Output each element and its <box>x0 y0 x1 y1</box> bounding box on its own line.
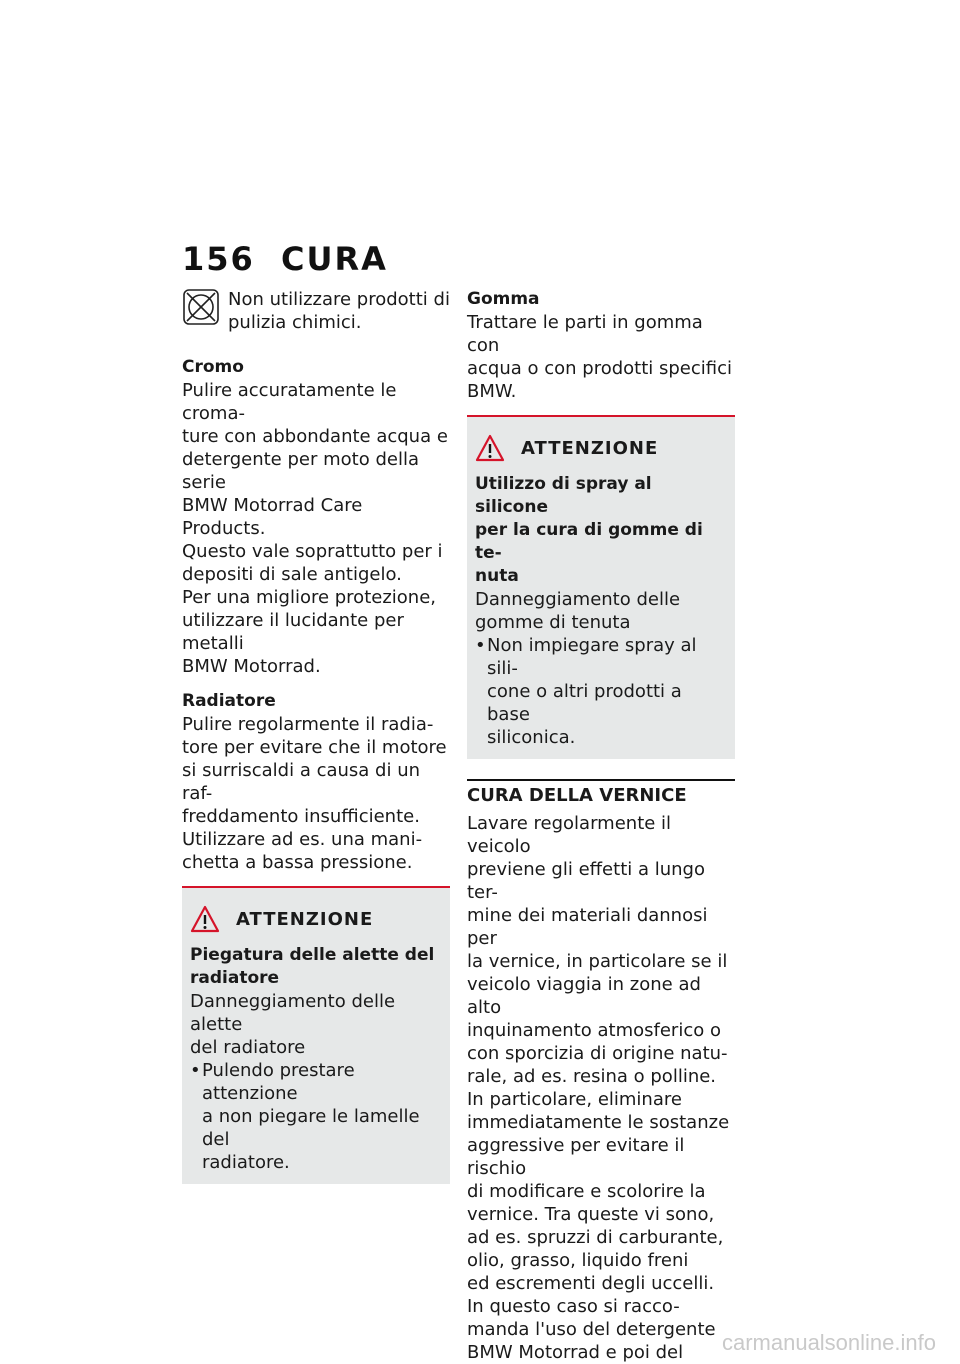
notice-line: Non utilizzare prodotti di <box>228 289 450 310</box>
warning-text: Danneggiamento delle alette <box>190 991 396 1035</box>
warning-box-silicone <box>467 415 735 759</box>
vernice-line: la vernice, in particolare se il <box>467 951 728 972</box>
section-divider <box>467 779 735 781</box>
radiatore-line: tore per evitare che il motore <box>182 737 447 758</box>
cromo-line: BMW Motorrad Care Products. <box>182 495 363 539</box>
gomma-line: acqua o con prodotti specifici <box>467 358 733 379</box>
cromo-line: BMW Motorrad. <box>182 656 321 677</box>
vernice-line: previene gli effetti a lungo ter- <box>467 859 705 903</box>
warning-triangle-icon <box>475 434 505 462</box>
warning-subhead: nuta <box>475 566 519 586</box>
radiatore-line: freddamento insufficiente. <box>182 806 420 827</box>
warning-header <box>188 902 442 936</box>
vernice-line: ed escrementi degli uccelli. <box>467 1273 715 1294</box>
warning-title: ATTENZIONE <box>236 908 374 930</box>
warning-text: Danneggiamento delle <box>475 589 681 610</box>
vernice-line: ad es. spruzzi di carburante, <box>467 1227 724 1248</box>
right-column <box>467 288 735 1364</box>
bullet-line: Pulendo prestare attenzione <box>202 1060 355 1104</box>
vernice-line: Lavare regolarmente il veicolo <box>467 813 672 857</box>
chapter-title: CURA <box>281 240 388 278</box>
vernice-line: di modificare e scolorire la <box>467 1181 706 1202</box>
warning-subhead: Piegatura delle alette del <box>190 945 435 965</box>
left-column <box>182 288 450 1184</box>
gomma-section <box>467 288 735 403</box>
warning-subhead: radiatore <box>190 968 280 988</box>
vernice-line: con sporcizia di origine natu- <box>467 1043 728 1064</box>
cromo-line: utilizzare il lucidante per metalli <box>182 610 404 654</box>
vernice-line: In questo caso si racco- <box>467 1296 680 1317</box>
vernice-line: mine dei materiali dannosi per <box>467 905 708 949</box>
bullet-dot-icon: • <box>190 1060 201 1081</box>
cromo-line: detergente per moto della serie <box>182 449 419 493</box>
vernice-line: olio, grasso, liquido freni <box>467 1250 689 1271</box>
vernice-line: aggressive per evitare il rischio <box>467 1135 685 1179</box>
warning-title: ATTENZIONE <box>521 437 659 459</box>
cromo-line: Per una migliore protezione, <box>182 587 436 608</box>
radiatore-line: Pulire regolarmente il radia- <box>182 714 434 735</box>
no-chemicals-icon <box>182 288 220 326</box>
radiatore-line: Utilizzare ad es. una mani- <box>182 829 423 850</box>
vernice-title: CURA DELLA VERNICE <box>467 785 687 806</box>
vernice-line: inquinamento atmosferico o <box>467 1020 721 1041</box>
warning-text: gomme di tenuta <box>475 612 631 633</box>
vernice-line: In particolare, eliminare <box>467 1089 682 1110</box>
vernice-line: vernice. Tra queste vi sono, <box>467 1204 715 1225</box>
bullet-line: siliconica. <box>487 727 576 748</box>
warning-header <box>473 431 727 465</box>
cromo-line: ture con abbondante acqua e <box>182 426 448 447</box>
page-number: 156 <box>182 240 255 278</box>
warning-subhead: per la cura di gomme di te- <box>475 520 703 563</box>
gomma-line: Trattare le parti in gomma con <box>467 312 703 356</box>
warning-bullet <box>475 634 727 749</box>
bullet-line: cone o altri prodotti a base <box>487 681 682 725</box>
warning-triangle-icon <box>190 905 220 933</box>
warning-bullet <box>190 1059 442 1174</box>
watermark-link[interactable]: carmanualsonline.info <box>721 1330 936 1355</box>
warning-subhead: Utilizzo di spray al silicone <box>475 474 652 517</box>
warning-text: del radiatore <box>190 1037 306 1058</box>
vernice-body <box>467 812 735 1364</box>
radiatore-section <box>182 690 450 874</box>
notice-line: pulizia chimici. <box>228 312 362 333</box>
cromo-line: depositi di sale antigelo. <box>182 564 402 585</box>
bullet-line: a non piegare le lamelle del <box>202 1106 420 1150</box>
vernice-line: veicolo viaggia in zone ad alto <box>467 974 701 1018</box>
bullet-line: radiatore. <box>202 1152 290 1173</box>
vernice-line: rale, ad es. resina o polline. <box>467 1066 717 1087</box>
cromo-line: Questo vale soprattutto per i <box>182 541 443 562</box>
radiatore-heading: Radiatore <box>182 691 276 711</box>
gomma-heading: Gomma <box>467 289 540 309</box>
radiatore-line: chetta a bassa pressione. <box>182 852 413 873</box>
gomma-line: BMW. <box>467 381 517 402</box>
cromo-section <box>182 356 450 678</box>
bullet-dot-icon: • <box>475 635 486 656</box>
vernice-line: BMW Motorrad e poi del <box>467 1342 684 1363</box>
radiatore-line: si surriscaldi a causa di un raf- <box>182 760 421 804</box>
cromo-heading: Cromo <box>182 357 244 377</box>
vernice-line: manda l'uso del detergente <box>467 1319 716 1340</box>
chemical-notice <box>182 288 450 334</box>
warning-box-radiator <box>182 886 450 1184</box>
cromo-line: Pulire accuratamente le croma- <box>182 380 397 424</box>
bullet-line: Non impiegare spray al sili- <box>487 635 697 679</box>
vernice-line: immediatamente le sostanze <box>467 1112 730 1133</box>
